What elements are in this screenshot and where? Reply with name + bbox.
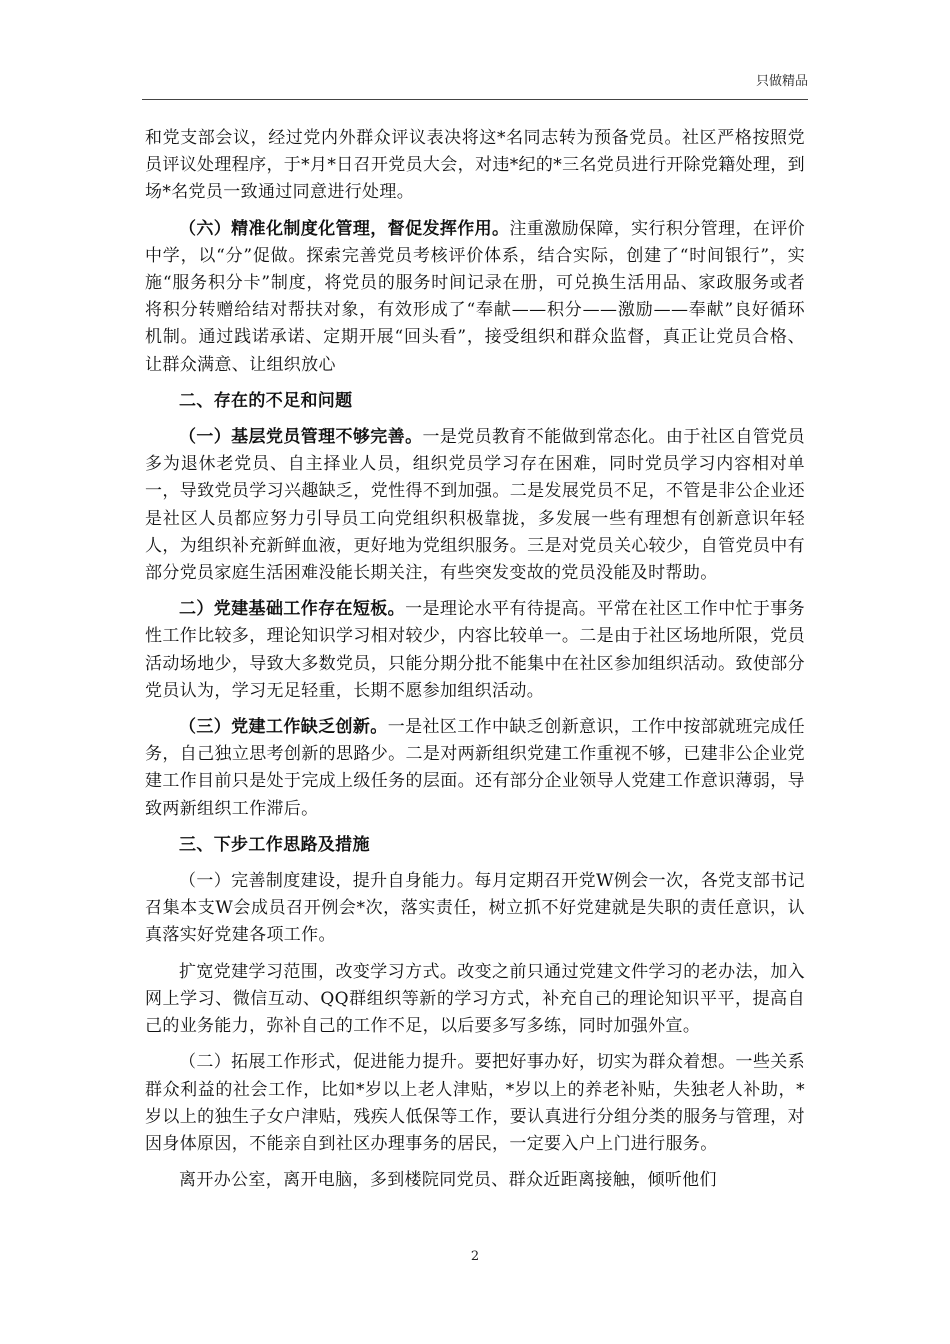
paragraph-text: 一是理论水平有待提高。平常在社区工作中忙于事务性工作比较多，理论知识学习相对较少，内容比较单一。二是由于社区场地所限，党员活动场地少，导致大多数党员，只能分期分批不能集中在社区参加组织活动。致使部分党员认为，学习无足轻重，长期不愿参加组织活动。 (145, 599, 805, 701)
paragraph-lead: （六）精准化制度化管理，督促发挥作用。 (179, 218, 510, 239)
header-rule (142, 99, 808, 100)
paragraph-text: （二）拓展工作形式，促进能力提升。要把好事办好，切实为群众着想。一些关系群众利益的社会工作，比如*岁以上老人津贴，*岁以上的养老补贴，失独老人补助，*岁以上的独生子女户津贴，残疾人低保等工作，要认真进行分组分类的服务与管理，对因身体原因，不能亲自到社区办理事务的居民，一定要入户上门进行服务。 (145, 1052, 805, 1154)
paragraph (145, 596, 805, 705)
page-number: 2 (470, 1249, 480, 1264)
section-heading: 三、下步工作思路及措施 (179, 834, 370, 855)
paragraph (145, 216, 805, 379)
section-heading: 二、存在的不足和问题 (179, 390, 353, 411)
paragraph-text: 扩宽党建学习范围，改变学习方式。改变之前只通过党建文件学习的老办法，加入网上学习、微信互动、QQ群组织等新的学习方式，补充自己的理论知识平平，提高自己的业务能力，弥补自己的工作不足，以后要多写多练，同时加强外宣。 (145, 961, 805, 1037)
paragraph (145, 714, 805, 823)
paragraph-text: 注重激励保障，实行积分管理，在评价中学，以“分”促做。探索完善党员考核评价体系，结合实际，创建了“时间银行”，实施“服务积分卡”制度，将党员的服务时间记录在册，可兑换生活用品、家政服务或者将积分转赠给结对帮扶对象，有效形成了“奉献——积分——激励——奉献”良好循环机制。通过践诺承诺、定期开展“回头看”，接受组织和群众监督，真正让党员合格、让群众满意、让组织放心 (145, 218, 805, 375)
paragraph-text: 一是党员教育不能做到常态化。由于社区自管党员多为退休老党员、自主择业人员，组织党员学习存在困难，同时党员学习内容相对单一，导致党员学习兴趣缺乏，党性得不到加强。二是发展党员不足，不管是非公企业还是社区人员都应努力引导员工向党组织积极靠拢，多发展一些有理想有创新意识年轻人，为组织补充新鲜血液，更好地为党组织服务。三是对党员关心较少，自管党员中有部分党员家庭生活困难没能长期关注，有些突发变故的党员没能及时帮助。 (145, 427, 806, 584)
paragraph-lead: 二）党建基础工作存在短板。 (179, 599, 406, 620)
paragraph (145, 125, 805, 207)
paragraph (145, 959, 805, 1041)
paragraph-lead: （三）党建工作缺乏创新。 (179, 717, 388, 738)
paragraph (145, 1167, 805, 1194)
paragraph (145, 868, 805, 950)
page-header: 只做精品 (755, 74, 808, 89)
paragraph-lead: （一）基层党员管理不够完善。 (179, 427, 423, 448)
document-body (145, 125, 805, 1203)
paragraph-text: 和党支部会议，经过党内外群众评议表决将这*名同志转为预备党员。社区严格按照党员评议处理程序，于*月*日召开党员大会，对违*纪的*三名党员进行开除党籍处理，到场*名党员一致通过同意进行处理。 (145, 128, 805, 203)
paragraph-text: 一是社区工作中缺乏创新意识，工作中按部就班完成任务，自己独立思考创新的思路少。二是对两新组织党建工作重视不够，已建非公企业党建工作目前只是处于完成上级任务的层面。还有部分企业领导人党建工作意识薄弱，导致两新组织工作滞后。 (145, 717, 806, 819)
paragraph (145, 424, 805, 587)
paragraph-text: 离开办公室，离开电脑，多到楼院同党员、群众近距离接触，倾听他们 (179, 1170, 717, 1191)
paragraph (145, 1049, 805, 1158)
paragraph-text: （一）完善制度建设，提升自身能力。每月定期召开党W例会一次，各党支部书记召集本支W会成员召开例会*次，落实责任，树立抓不好党建就是失职的责任意识，认真落实好党建各项工作。 (145, 871, 805, 946)
